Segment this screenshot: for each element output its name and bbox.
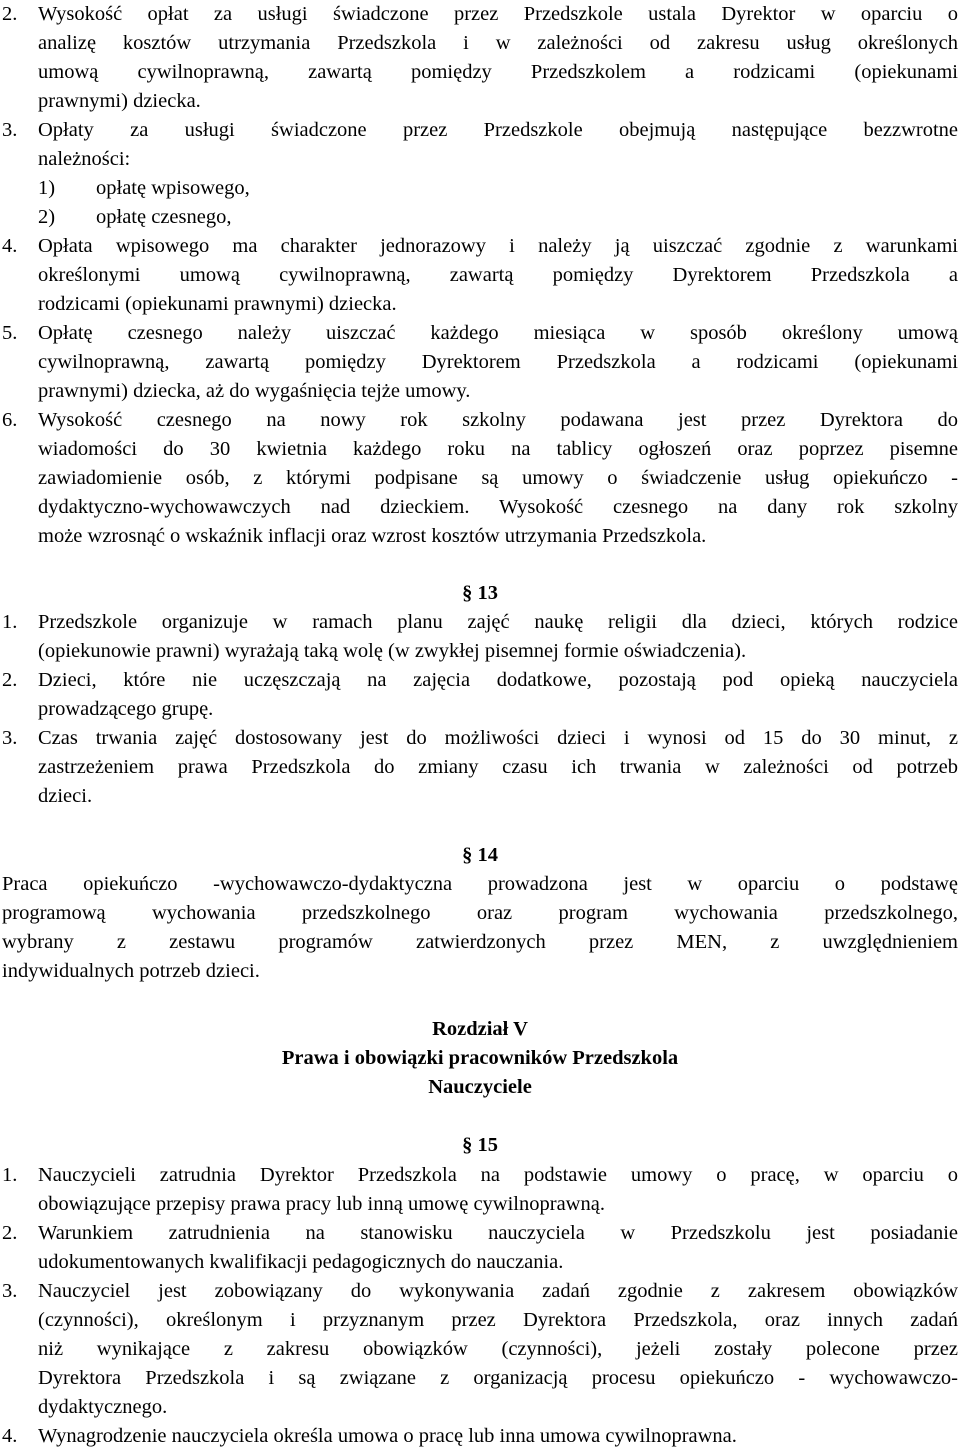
item-line: Opłata wpisowego ma charakter jednorazowy i należy ją uiszczać zgodnie z warunkami (38, 235, 958, 257)
paragraph-text: indywidualnych potrzeb dzieci. (2, 960, 260, 982)
list-item-line (0, 1393, 960, 1422)
paragraph-sign: § (462, 1134, 473, 1156)
list-item-line (0, 1364, 960, 1393)
item-line: Opłatę czesnego należy uiszczać każdego miesiąca w sposób określony umową (38, 322, 958, 344)
section-heading-15 (0, 1130, 960, 1160)
list-item (0, 666, 960, 695)
item-number: 1. (2, 1164, 18, 1186)
list-item (0, 1277, 960, 1306)
paragraph-text: programową wychowania przedszkolnego oraz program wychowania przedszkolnego, (2, 902, 958, 924)
list-item (0, 1161, 960, 1190)
item-line: Nauczyciel jest zobowiązany do wykonywania zadań zgodnie z zakresem obowiązków (38, 1280, 958, 1302)
list-item-line (0, 695, 960, 724)
item-number: 2. (2, 3, 18, 25)
item-line: wiadomości do 30 kwietnia każdego roku na tablicy ogłoszeń oraz poprzez pisemne (38, 438, 958, 460)
item-line: prawnymi) dziecka. (38, 90, 201, 112)
list-item-line (0, 464, 960, 493)
item-line: Wysokość czesnego na nowy rok szkolny podawana jest przez Dyrektora do (38, 409, 958, 431)
sub-item-number: 2) (38, 206, 56, 228)
item-number: 6. (2, 409, 18, 431)
list-item (0, 608, 960, 637)
paragraph-sign: § (462, 582, 473, 604)
section-number: 14 (477, 844, 498, 866)
item-line: prowadzącego grupę. (38, 698, 214, 720)
list-item-line (0, 58, 960, 87)
paragraph-sign: § (462, 844, 473, 866)
item-number: 2. (2, 1222, 18, 1244)
list-item-line (0, 145, 960, 174)
item-line: cywilnoprawną, zawartą pomiędzy Dyrektorem Przedszkola a rodzicami (opiekunami (38, 351, 958, 373)
item-line: niż wynikające z zakresu obowiązków (czynności), jeżeli zostały polecone przez (38, 1338, 958, 1360)
section-number: 13 (477, 582, 498, 604)
item-line: prawnymi) dziecka, aż do wygaśnięcia tejże umowy. (38, 380, 471, 402)
chapter-section: Nauczyciele (428, 1076, 532, 1098)
paragraph-text: wybrany z zestawu programów zatwierdzonych przez MEN, z uwzględnieniem (2, 931, 958, 953)
list-item-line (0, 261, 960, 290)
item-line: Dzieci, które nie uczęszczają na zajęcia dodatkowe, pozostają pod opieką nauczyciela (38, 669, 958, 691)
item-line: (opiekunowie prawni) wyrażają taką wolę (w zwykłej pisemnej formie oświadczenia). (38, 640, 747, 662)
list-item (0, 406, 960, 435)
list-item-line (0, 290, 960, 319)
item-number: 2. (2, 669, 18, 691)
item-line: Opłaty za usługi świadczone przez Przedszkole obejmują następujące bezzwrotne (38, 119, 958, 141)
item-line: udokumentowanych kwalifikacji pedagogicznych do nauczania. (38, 1251, 564, 1273)
item-line: Wysokość opłat za usługi świadczone przez Przedszkole ustala Dyrektor w oparciu o (38, 3, 958, 25)
item-line: analizę kosztów utrzymania Przedszkola i w zależności od zakresu usług określonych (38, 32, 958, 54)
sub-item-number: 1) (38, 177, 56, 199)
item-line: (czynności), określonym i przyznanym przez Dyrektora Przedszkola, oraz innych zadań (38, 1309, 958, 1331)
list-item-line (0, 377, 960, 406)
item-number: 1. (2, 611, 18, 633)
list-item (0, 232, 960, 261)
section-heading-14 (0, 840, 960, 870)
item-number: 3. (2, 119, 18, 141)
list-item (0, 1219, 960, 1248)
item-line: rodzicami (opiekunami prawnymi) dziecka. (38, 293, 397, 315)
list-item-line (0, 1335, 960, 1364)
item-line: Nauczycieli zatrudnia Dyrektor Przedszkola na podstawie umowy o pracę, w oparciu o (38, 1164, 958, 1186)
paragraph-line (0, 957, 960, 986)
item-line: umową cywilnoprawną, zawartą pomiędzy Przedszkolem a rodzicami (opiekunami (38, 61, 958, 83)
item-number: 4. (2, 1425, 18, 1447)
item-line: należności: (38, 148, 131, 170)
list-item-line (0, 1306, 960, 1335)
paragraph-line (0, 928, 960, 957)
item-line: dydaktyczno-wychowawczych nad dzieckiem. Wysokość czesnego na dany rok szkolny (38, 496, 958, 518)
sub-item-line: opłatę wpisowego, (96, 177, 250, 199)
paragraph-line (0, 870, 960, 899)
sub-list-item (0, 174, 960, 203)
item-line: Warunkiem zatrudnienia na stanowisku nauczyciela w Przedszkolu jest posiadanie (38, 1222, 958, 1244)
item-number: 3. (2, 1280, 18, 1302)
item-line: określonymi umową cywilnoprawną, zawartą pomiędzy Dyrektorem Przedszkola a (38, 264, 958, 286)
chapter-title: Rozdział V (432, 1018, 528, 1040)
item-line: dydaktycznego. (38, 1396, 168, 1418)
list-item-line (0, 87, 960, 116)
list-item-line (0, 522, 960, 551)
sub-list-item (0, 203, 960, 232)
item-number: 5. (2, 322, 18, 344)
item-line: Wynagrodzenie nauczyciela określa umowa o pracę lub inna umowa cywilnoprawna. (38, 1425, 737, 1447)
list-item-line (0, 29, 960, 58)
item-number: 3. (2, 727, 18, 749)
chapter-subtitle: Prawa i obowiązki pracowników Przedszkola (281, 1047, 679, 1069)
paragraph-text: Praca opiekuńczo -wychowawczo-dydaktyczna prowadzona jest w oparciu o podstawę (2, 873, 958, 895)
item-line: zawiadomienie osób, z którymi podpisane są umowy o świadczenie usług opiekuńczo - (38, 467, 958, 489)
item-line: Przedszkole organizuje w ramach planu zajęć naukę religii dla dzieci, których rodzice (38, 611, 958, 633)
section-heading-13 (0, 578, 960, 608)
section-number: 15 (477, 1134, 498, 1156)
sub-item-line: opłatę czesnego, (96, 206, 232, 228)
item-line: Dyrektora Przedszkola i są związane z organizacją procesu opiekuńczo - wychowawczo- (38, 1367, 958, 1389)
list-item-line (0, 348, 960, 377)
list-item-line (0, 1248, 960, 1277)
list-item-line (0, 637, 960, 666)
list-item (0, 1422, 960, 1451)
item-line: może wzrosnąć o wskaźnik inflacji oraz wzrost kosztów utrzymania Przedszkola. (38, 525, 707, 547)
list-item (0, 319, 960, 348)
item-line: zastrzeżeniem prawa Przedszkola do zmiany czasu ich trwania w zależności od potrzeb (38, 756, 958, 778)
list-item (0, 724, 960, 753)
item-line: dzieci. (38, 785, 93, 807)
list-item-line (0, 435, 960, 464)
paragraph-line (0, 899, 960, 928)
list-item-line (0, 493, 960, 522)
item-number: 4. (2, 235, 18, 257)
list-item-line (0, 782, 960, 811)
item-line: obowiązujące przepisy prawa pracy lub inną umowę cywilnoprawną. (38, 1193, 605, 1215)
list-item (0, 116, 960, 145)
list-item (0, 0, 960, 29)
list-item-line (0, 1190, 960, 1219)
list-item-line (0, 753, 960, 782)
item-line: Czas trwania zajęć dostosowany jest do możliwości dzieci i wynosi od 15 do 30 minut, z (38, 727, 958, 749)
